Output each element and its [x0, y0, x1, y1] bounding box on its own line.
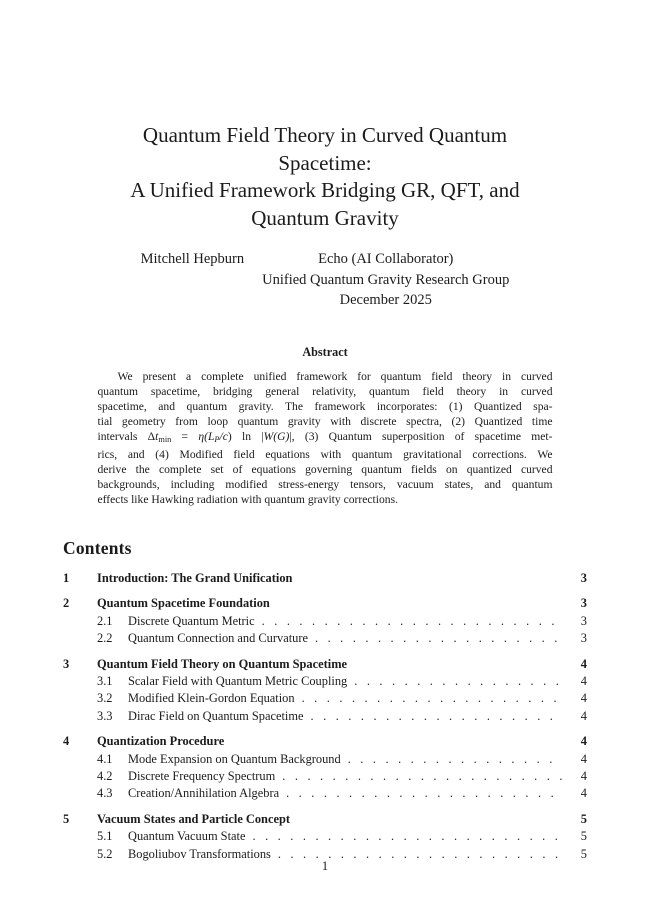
- toc-number: 1: [63, 570, 70, 585]
- paper-date: December 2025: [339, 292, 432, 308]
- dot-leader: [282, 768, 562, 785]
- toc-entry-subsection-2-1[interactable]: [63, 613, 587, 630]
- toc-number: 4.2: [97, 768, 113, 783]
- contents-heading: Contents: [63, 537, 132, 558]
- toc-entry-section-4[interactable]: [63, 733, 587, 750]
- formula-sub-min: min: [158, 434, 172, 444]
- toc-entry-subsection-5-1[interactable]: [63, 828, 587, 845]
- toc-entry-subsection-3-2[interactable]: [63, 690, 587, 707]
- author-left: [141, 249, 245, 270]
- abstract-line: We present a complete unified framework for quantum field theory in curved: [117, 369, 553, 383]
- dot-leader: [354, 673, 562, 690]
- toc-entry-subsection-2-2[interactable]: [63, 630, 587, 647]
- toc-number: 2.2: [97, 630, 113, 645]
- toc-page-number: 4: [580, 656, 587, 671]
- toc-group: [63, 811, 587, 863]
- author-name: Mitchell Hepburn: [140, 251, 245, 267]
- author-right: [262, 249, 509, 311]
- toc-page-number: 5: [580, 846, 587, 861]
- toc-page-number: 3: [580, 630, 587, 645]
- toc-entry-section-1[interactable]: [63, 570, 587, 587]
- toc-entry-subsection-3-1[interactable]: [63, 673, 587, 690]
- toc-page-number: 4: [580, 691, 587, 706]
- author-affiliation: Unified Quantum Gravity Research Group: [262, 271, 510, 288]
- toc-number: 2: [63, 596, 70, 611]
- toc-title: Modified Klein-Gordon Equation: [128, 691, 295, 706]
- toc-title: Discrete Quantum Metric: [128, 613, 255, 628]
- toc-entry-section-5[interactable]: [63, 811, 587, 828]
- toc-title: Quantization Procedure: [97, 734, 225, 749]
- formula-equals: =: [171, 429, 199, 443]
- toc-title: Bogoliubov Transformations: [128, 846, 271, 861]
- table-of-contents: [63, 570, 587, 863]
- toc-number: 3.3: [97, 708, 113, 723]
- author-name: Echo (AI Collaborator): [318, 251, 454, 267]
- dot-leader: [252, 828, 562, 845]
- toc-page-number: 5: [580, 829, 587, 844]
- toc-title: Vacuum States and Particle Concept: [97, 812, 290, 827]
- toc-number: 3: [63, 656, 70, 671]
- toc-entry-subsection-4-3[interactable]: [63, 785, 587, 802]
- toc-number: 2.1: [97, 613, 113, 628]
- abstract-line: effects like Hawking radiation with quantum gravity corrections.: [97, 492, 398, 506]
- abstract-line: spacetime, and quantum gravity. The framework incorporates: (1) Quantized spa-: [97, 399, 553, 413]
- toc-group: [63, 570, 587, 587]
- paper-title: [0, 0, 650, 232]
- toc-number: 4: [63, 734, 70, 749]
- author-block: [0, 249, 650, 311]
- abstract-text: [98, 369, 553, 507]
- toc-number: 5.1: [97, 829, 113, 844]
- title-line: Spacetime:: [278, 150, 372, 175]
- formula-pre: intervals Δ: [97, 429, 156, 443]
- dot-leader: [348, 751, 562, 768]
- formula-ln: ) ln |: [227, 429, 264, 443]
- toc-number: 5.2: [97, 846, 113, 861]
- toc-title: Quantum Field Theory on Quantum Spacetime: [97, 656, 348, 671]
- toc-title: Mode Expansion on Quantum Background: [128, 751, 341, 766]
- toc-number: 4.1: [97, 751, 113, 766]
- page-number: 1: [321, 859, 329, 873]
- dot-leader: [262, 613, 562, 630]
- toc-page-number: 3: [580, 570, 587, 585]
- toc-title: Quantum Spacetime Foundation: [97, 596, 270, 611]
- formula-eta-L: η(L: [198, 429, 215, 443]
- toc-title: Quantum Vacuum State: [128, 829, 246, 844]
- toc-entry-section-3[interactable]: [63, 656, 587, 673]
- toc-entry-subsection-3-3[interactable]: [63, 708, 587, 725]
- toc-entry-section-2[interactable]: [63, 595, 587, 612]
- toc-entry-subsection-4-1[interactable]: [63, 751, 587, 768]
- formula-var-t: t: [155, 429, 159, 443]
- title-line: Quantum Gravity: [251, 205, 399, 230]
- toc-page-number: 4: [580, 708, 587, 723]
- abstract-line: quantum spacetime, bridging general relativity, quantum field theory in curved: [97, 384, 553, 398]
- toc-page-number: 3: [580, 596, 587, 611]
- formula-over-c: /c: [219, 429, 228, 443]
- toc-page-number: 3: [580, 613, 587, 628]
- toc-number: 4.3: [97, 786, 113, 801]
- dot-leader: [302, 690, 562, 707]
- abstract-line: tial geometry from loop quantum gravity with discrete spectra, (2) Quantized time: [97, 414, 553, 428]
- abstract-heading: Abstract: [302, 344, 348, 359]
- toc-group: [63, 595, 587, 647]
- formula-post: , (3) Quantum superposition of spacetime met-: [291, 429, 553, 443]
- formula-bar: |: [289, 429, 292, 443]
- dot-leader: [311, 708, 563, 725]
- toc-title: Discrete Frequency Spectrum: [128, 768, 276, 783]
- toc-group: [63, 656, 587, 725]
- toc-number: 3.1: [97, 673, 113, 688]
- abstract-line: backgrounds, including modified stress-energy tensors, vacuum states, and quantum: [97, 477, 553, 491]
- toc-title: Dirac Field on Quantum Spacetime: [128, 708, 304, 723]
- toc-group: [63, 733, 587, 802]
- abstract-line: rics, and (4) Modified field equations with quantum gravitational corrections. We: [97, 447, 553, 461]
- toc-page-number: 4: [580, 734, 587, 749]
- toc-title: Scalar Field with Quantum Metric Coupling: [128, 673, 348, 688]
- dot-leader: [315, 630, 562, 647]
- formula-sub-P: P: [214, 434, 220, 444]
- toc-page-number: 4: [580, 673, 587, 688]
- abstract-line: derive the complete set of equations governing quantum fields on quantized curved: [97, 462, 553, 476]
- toc-title: Introduction: The Grand Unification: [97, 570, 293, 585]
- formula-WG: W(G): [263, 429, 290, 443]
- toc-page-number: 4: [580, 768, 587, 783]
- title-line: A Unified Framework Bridging GR, QFT, and: [130, 178, 520, 202]
- dot-leader: [286, 785, 562, 802]
- toc-number: 5: [63, 812, 70, 827]
- toc-page-number: 4: [580, 751, 587, 766]
- toc-page-number: 4: [580, 786, 587, 801]
- abstract-formula-line: [98, 429, 553, 447]
- toc-entry-subsection-4-2[interactable]: [63, 768, 587, 785]
- toc-page-number: 5: [580, 812, 587, 827]
- toc-number: 3.2: [97, 691, 113, 706]
- toc-title: Creation/Annihilation Algebra: [128, 786, 280, 801]
- toc-title: Quantum Connection and Curvature: [128, 630, 308, 645]
- title-line: Quantum Field Theory in Curved Quantum: [142, 123, 508, 147]
